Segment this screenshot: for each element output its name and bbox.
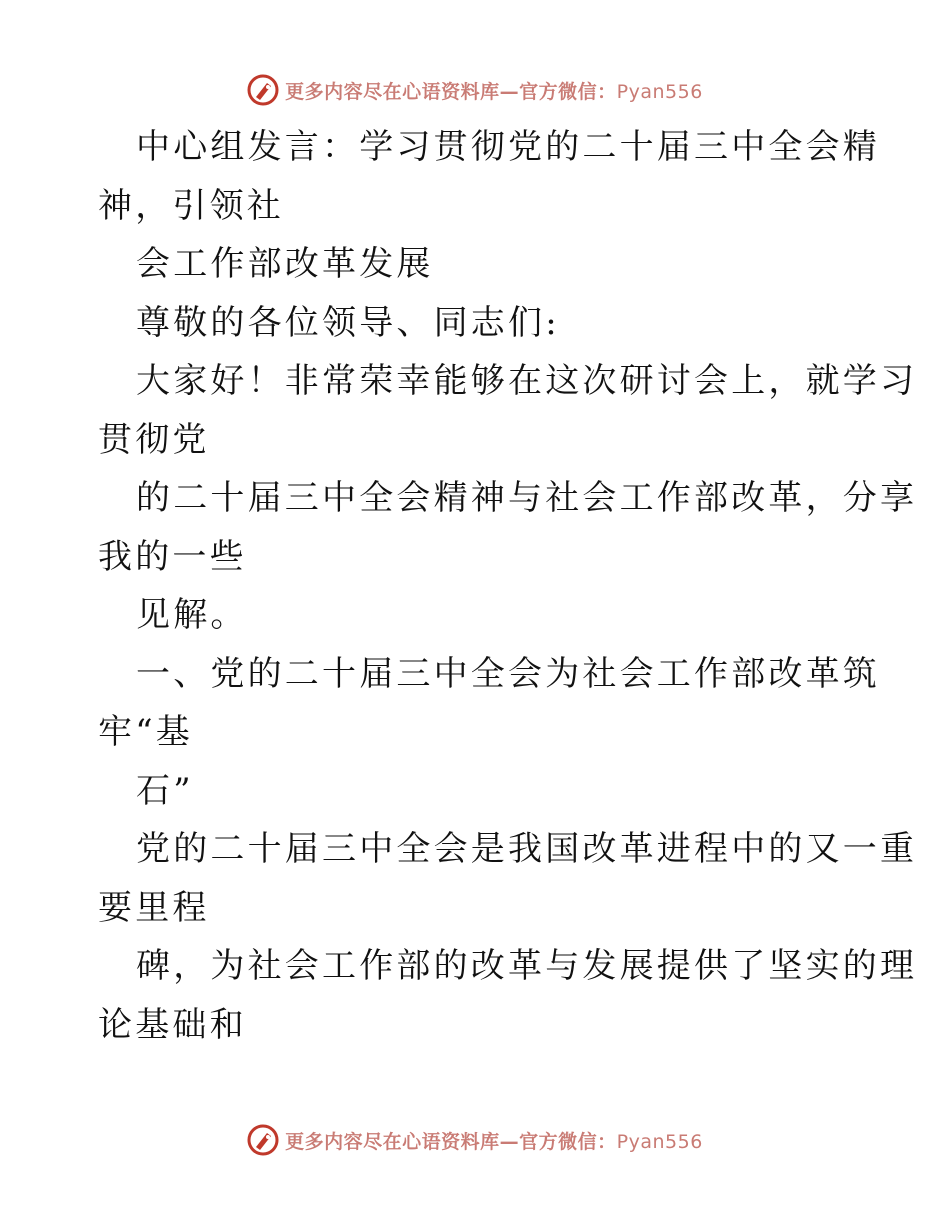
text-line: 的二十届三中全会精神与社会工作部改革，分享 [136,478,918,518]
header-watermark [0,70,950,110]
pen-logo-icon [247,1124,279,1156]
text-line: 贯彻党 [98,419,210,460]
watermark-text: 更多内容尽在心语资料库—官方微信：Pyan556 [285,1130,703,1153]
text-line: 党的二十届三中全会是我国改革进程中的又一重 [136,829,918,869]
text-line: 牢“基 [98,712,193,752]
text-line: 我的一些 [98,536,247,577]
text-line: 会工作部改革发展 [136,244,434,284]
text-line: 中心组发言：学习贯彻党的二十届三中全会精 [136,127,880,167]
text-line: 论基础和 [98,1004,247,1045]
document-body [98,118,918,1054]
text-line: 碑，为社会工作部的改革与发展提供了坚实的理 [136,946,918,986]
watermark-text: 更多内容尽在心语资料库—官方微信：Pyan556 [285,80,703,103]
footer-watermark [0,1120,950,1160]
text-line: 要里程 [98,887,210,928]
text-line: 大家好！非常荣幸能够在这次研讨会上，就学习 [136,361,918,401]
text-line: 见解。 [136,595,248,635]
text-line: 一、党的二十届三中全会为社会工作部改革筑 [136,653,880,694]
text-line: 神，引领社 [98,185,284,226]
text-line: 石” [136,770,194,811]
pen-logo-icon [247,74,279,106]
text-line: 尊敬的各位领导、同志们: [136,302,560,343]
